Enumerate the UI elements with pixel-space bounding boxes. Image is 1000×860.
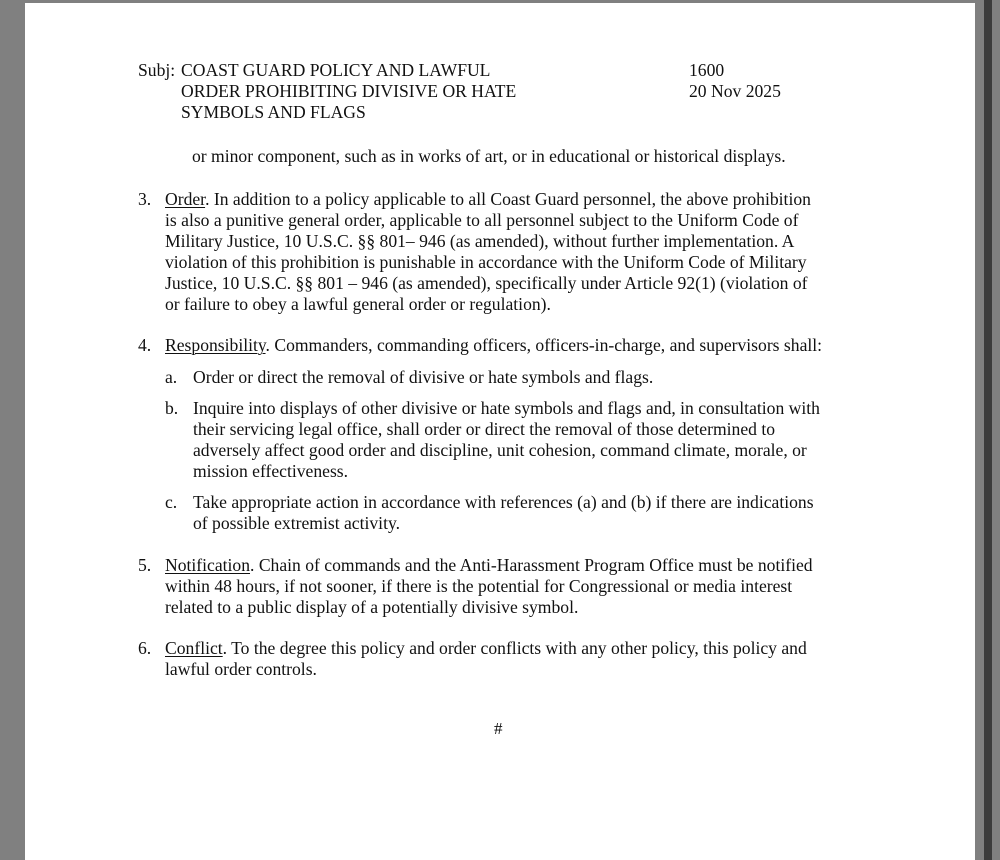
subitem-text — [193, 367, 865, 388]
paragraph-heading: Conflict — [165, 638, 223, 658]
paragraph-line: or failure to obey a lawful general order or regulation). — [165, 294, 551, 314]
paragraph-text — [165, 335, 858, 356]
paragraph-heading: Notification — [165, 555, 251, 575]
paragraph-line: Military Justice, 10 U.S.C. §§ 801– 946 (as amended), without further implementation. A — [165, 231, 795, 251]
paragraph-4 — [138, 335, 858, 356]
paragraph-text — [165, 638, 858, 680]
subitem-line: Take appropriate action in accordance with references (a) and (b) if there are indications — [193, 492, 814, 512]
paragraph-heading: Responsibility — [165, 335, 266, 355]
end-of-document-mark: # — [494, 719, 503, 738]
paragraph-line-text: . Chain of commands and the Anti-Harassment Program Office must be notified — [250, 555, 813, 575]
paragraph-line-text: . To the degree this policy and order conflicts with any other policy, this policy and — [222, 638, 807, 658]
continuation-text: or minor component, such as in works of art, or in educational or historical displays. — [192, 146, 786, 166]
subitem-text — [193, 492, 865, 534]
ssic-date-block — [689, 60, 781, 102]
subitem-4c — [165, 492, 865, 534]
paragraph-number: 4. — [138, 335, 152, 355]
paragraph-6 — [138, 638, 858, 680]
paragraph-number: 3. — [138, 189, 152, 209]
ssic-number: 1600 — [689, 60, 725, 80]
paragraph-5 — [138, 555, 858, 618]
paragraph-line: related to a public display of a potentially divisive symbol. — [165, 597, 579, 617]
subitem-line: their servicing legal office, shall order or direct the removal of those determined to — [193, 419, 776, 439]
subitem-line: mission effectiveness. — [193, 461, 349, 481]
paragraph-line — [165, 555, 858, 576]
subitem-letter: b. — [165, 398, 179, 418]
subject-label: Subj: — [138, 60, 176, 80]
paragraph-heading: Order — [165, 189, 206, 209]
paragraph-line: Justice, 10 U.S.C. §§ 801 – 946 (as amended), specifically under Article 92(1) (violation of — [165, 273, 808, 293]
subject-line: COAST GUARD POLICY AND LAWFUL — [181, 60, 491, 80]
subject-text — [181, 60, 581, 123]
viewer-scrollbar[interactable] — [984, 0, 992, 860]
subject-line: SYMBOLS AND FLAGS — [181, 102, 366, 122]
paragraph-3 — [138, 189, 858, 315]
paragraph-line — [165, 335, 858, 356]
subitem-text — [193, 398, 865, 482]
paragraph-line: within 48 hours, if not sooner, if there is the potential for Congressional or media interest — [165, 576, 793, 596]
paragraph-line: is also a punitive general order, applicable to all personnel subject to the Uniform Code of — [165, 210, 799, 230]
subitem-letter: c. — [165, 492, 178, 512]
document-date: 20 Nov 2025 — [689, 81, 781, 101]
paragraph-text — [165, 555, 858, 618]
paragraph-line — [165, 189, 858, 210]
subitem-4b — [165, 398, 865, 482]
paragraph-number: 5. — [138, 555, 152, 575]
subitem-line: Order or direct the removal of divisive or hate symbols and flags. — [193, 367, 654, 387]
paragraph-line-text: . Commanders, commanding officers, officers-in-charge, and supervisors shall: — [265, 335, 823, 355]
paragraph-line-text: . In addition to a policy applicable to all Coast Guard personnel, the above prohibition — [205, 189, 811, 209]
paragraph-line: violation of this prohibition is punishable in accordance with the Uniform Code of Military — [165, 252, 807, 272]
subject-line: ORDER PROHIBITING DIVISIVE OR HATE — [181, 81, 517, 101]
subitem-4a — [165, 367, 865, 388]
subitem-line: of possible extremist activity. — [193, 513, 401, 533]
subitem-line: Inquire into displays of other divisive or hate symbols and flags and, in consultation with — [193, 398, 820, 418]
paragraph-line: lawful order controls. — [165, 659, 317, 679]
subitem-line: adversely affect good order and discipline, unit cohesion, command climate, morale, or — [193, 440, 807, 460]
paragraph-text — [165, 189, 858, 315]
subitem-letter: a. — [165, 367, 178, 387]
paragraph-number: 6. — [138, 638, 152, 658]
document-page — [25, 3, 975, 860]
paragraph-line — [165, 638, 858, 659]
